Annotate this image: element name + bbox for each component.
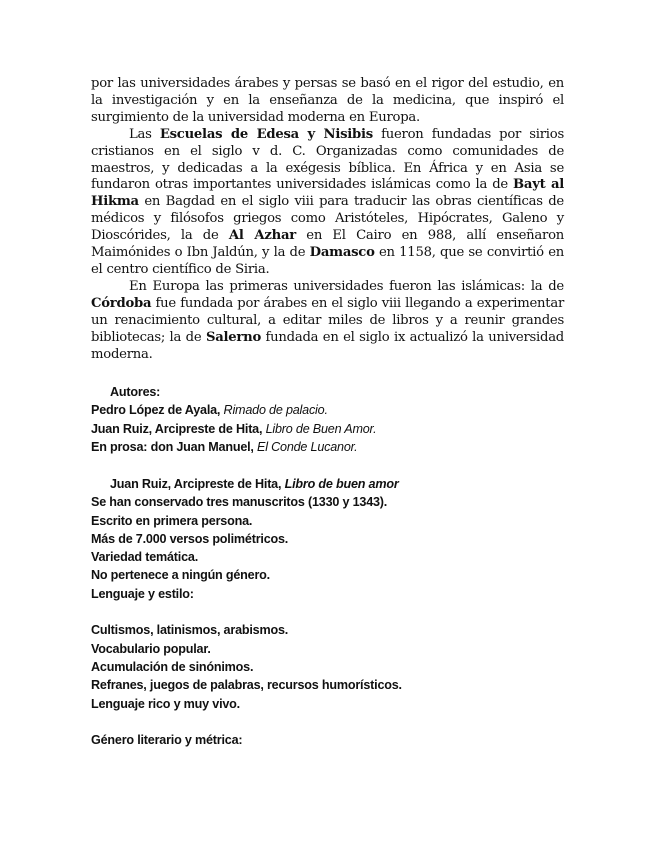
paragraph-europa: En Europa las primeras universidades fueron las islámicas: la de Córdoba fue fundada por árabes en el siglo viii llegando a experimentar un renacimiento cultural, a editar miles de libros y a reunir grandes bibliotecas; la de Salerno fundada en el siglo ix actualizó la universidad moderna. xyxy=(91,278,564,362)
bold-term-bayt-al-hikma: Bayt al Hikma xyxy=(91,177,564,210)
paragraph-universidades-arabes: por las universidades árabes y persas se basó en el rigor del estudio, en la investigación y en la enseñanza de la medicina, que inspiró el surgimiento de la universidad moderna en Europa. xyxy=(91,76,564,125)
bold-term-salerno: Salerno xyxy=(205,329,261,345)
lenguaje-item: Lenguaje rico y muy vivo. xyxy=(91,696,240,711)
libro-fact: Más de 7.000 versos polimétricos. xyxy=(91,531,289,546)
lenguaje-heading: Lenguaje y estilo: xyxy=(91,586,194,601)
lenguaje-item: Acumulación de sinónimos. xyxy=(91,659,254,674)
bold-term-damasco: Damasco xyxy=(309,245,375,261)
libro-fact: Variedad temática. xyxy=(91,550,199,565)
libro-fact: Escrito en primera persona. xyxy=(91,513,253,528)
libro-fact: Se han conservado tres manuscritos (1330 y 1343). xyxy=(91,495,388,510)
spacer xyxy=(91,713,571,731)
spacer xyxy=(91,603,571,621)
libro-buen-amor-section xyxy=(91,475,571,749)
lenguaje-item: Cultismos, latinismos, arabismos. xyxy=(91,623,289,638)
libro-fact: No pertenece a ningún género. xyxy=(91,568,270,583)
lenguaje-item: Refranes, juegos de palabras, recursos humorísticos. xyxy=(91,678,402,693)
autores-heading: Autores: xyxy=(110,385,161,399)
author-line: En prosa: don Juan Manuel, El Conde Lucanor. xyxy=(91,439,358,454)
paragraph-edesa-nisibis: Las Escuelas de Edesa y Nisibis fueron fundadas por sirios cristianos en el siglo v d. C. Organizadas como comunidades de maestros, y dedicadas a la exégesis bíblica. En África y en Asia se fundaron otras importantes universidades islámicas como la de Bayt al Hikma en Bagdad en el siglo viii para traducir las obras científicas de médicos y filósofos griegos como Aristóteles, Hipócrates, Galeno y Dioscórides, la de Al Azhar en El Cairo en 988, allí enseñaron Maimónides o Ibn Jaldún, y la de Damasco en 1158, que se convirtió en el centro científico de Siria. xyxy=(91,126,564,277)
autores-section xyxy=(91,383,571,456)
author-line: Juan Ruiz, Arcipreste de Hita, Libro de Buen Amor. xyxy=(91,421,377,436)
genero-heading: Género literario y métrica: xyxy=(91,733,243,748)
bold-term-cordoba: Córdoba xyxy=(91,295,152,311)
lenguaje-item: Vocabulario popular. xyxy=(91,641,211,656)
bold-term-edesa-nisibis: Escuelas de Edesa y Nisibis xyxy=(159,126,373,142)
author-line: Pedro López de Ayala, Rimado de palacio. xyxy=(91,403,328,418)
libro-heading: Juan Ruiz, Arcipreste de Hita, Libro de buen amor xyxy=(110,477,399,491)
history-text-block xyxy=(91,76,564,363)
bold-term-al-azhar: Al Azhar xyxy=(228,228,296,244)
